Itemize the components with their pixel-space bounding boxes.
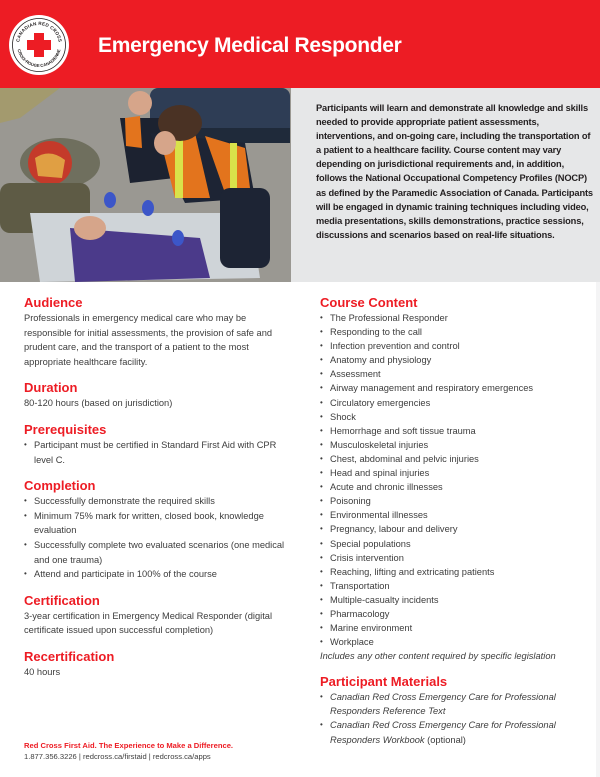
audience-heading: Audience (24, 295, 83, 310)
list-item: • The Professional Responder (320, 311, 590, 325)
list-item: • Anatomy and physiology (320, 353, 590, 367)
list-item: • Circulatory emergencies (320, 396, 590, 410)
list-item: • Successfully complete two evaluated scenarios (one medical and one trauma) (24, 538, 294, 567)
duration-section (24, 379, 294, 411)
list-item: • Shock (320, 410, 590, 424)
logo-text-bottom: CROIX-ROUGE CANADIENNE (16, 48, 62, 69)
prerequisites-section (24, 421, 294, 467)
material-suffix: (optional) (424, 734, 466, 745)
participant-materials-heading: Participant Materials (320, 674, 448, 690)
recertification-text: 40 hours (24, 666, 61, 677)
hero-photo (0, 88, 291, 282)
list-item (320, 690, 590, 718)
course-description-text: Participants will learn and demonstrate all knowledge and skills needed to provide appropriate patient assessments, interventions, and on-going care, including the transportation of a patient to a healthcare facility. Course content may vary depending on jurisdictional requirements and, in addition, follows the National Occupational Competency Profiles (NOCP) as defined by the Paramedic Association of Canada. Participants will be engaged in dynamic training techniques including video, media presentations, skills demonstrations, practice sessions, discussions and scenarios based on real-life situations. (316, 103, 593, 240)
recertification-section (24, 648, 294, 680)
canadian-red-cross-logo (9, 15, 69, 75)
certification-heading: Certification (24, 592, 100, 608)
list-item: • Pharmacology (320, 607, 590, 621)
recertification-heading: Recertification (24, 648, 115, 664)
list-item: • Workplace (320, 635, 590, 649)
list-item: • Musculoskeletal injuries (320, 438, 590, 452)
material-title: Canadian Red Cross Emergency Care for Professional Responders Reference Text (330, 692, 556, 717)
list-item: • Chest, abdominal and pelvic injuries (320, 452, 590, 466)
page-footer (24, 740, 233, 762)
course-content-section (320, 294, 590, 663)
prerequisites-heading: Prerequisites (24, 421, 107, 437)
left-column (24, 294, 294, 690)
certification-section (24, 592, 294, 638)
footer-tagline: Red Cross First Aid. The Experience to Make a Difference. (24, 741, 234, 750)
footer-contact: 1.877.356.3226 | redcross.ca/firstaid | redcross.ca/apps (24, 752, 211, 761)
list-item: • Transportation (320, 579, 590, 593)
list-item: • Participant must be certified in Standard First Aid with CPR level C. (24, 438, 294, 467)
duration-text: 80-120 hours (based on jurisdiction) (24, 398, 173, 409)
certification-text: 3-year certification in Emergency Medical Responder (digital certificate issued upon successful completion) (24, 610, 273, 636)
list-item: • Successfully demonstrate the required skills (24, 494, 294, 509)
completion-section (24, 477, 294, 582)
page-header (0, 0, 600, 88)
list-item: • Poisoning (320, 494, 590, 508)
material-title: Canadian Red Cross Emergency Care for Professional Responders Workbook (330, 720, 556, 745)
list-item: • Hemorrhage and soft tissue trauma (320, 424, 590, 438)
list-item: • Attend and participate in 100% of the course (24, 567, 294, 582)
completion-heading: Completion (24, 478, 96, 494)
list-item: • Crisis intervention (320, 551, 590, 565)
list-item: • Marine environment (320, 621, 590, 635)
list-item: • Assessment (320, 367, 590, 381)
list-item: • Special populations (320, 537, 590, 551)
logo-text-top: CANADIAN RED CROSS (15, 20, 63, 43)
list-item: • Pregnancy, labour and delivery (320, 522, 590, 536)
course-description-panel (291, 88, 600, 282)
list-item: • Minimum 75% mark for written, closed book, knowledge evaluation (24, 509, 294, 538)
red-cross-icon (9, 15, 69, 75)
completion-list (24, 494, 294, 582)
audience-text: Professionals in emergency medical care who may be responsible for initial assessments, the provision of safe and prudent care, and the transport of a patient to the most appropriate healthcare facility. (24, 313, 273, 367)
duration-heading: Duration (24, 380, 78, 396)
prerequisites-list (24, 438, 294, 467)
list-item: • Responding to the call (320, 325, 590, 339)
audience-section (24, 294, 294, 369)
list-item: • Environmental illnesses (320, 508, 590, 522)
list-item: • Multiple-casualty incidents (320, 593, 590, 607)
list-item: • Head and spinal injuries (320, 466, 590, 480)
right-column (320, 294, 590, 747)
participant-materials-section (320, 673, 590, 746)
participant-materials-list (320, 690, 590, 746)
responders-photo-image (0, 88, 291, 282)
course-content-list (320, 311, 590, 649)
list-item: • Acute and chronic illnesses (320, 480, 590, 494)
list-item: • Airway management and respiratory emergences (320, 381, 590, 395)
course-content-heading: Course Content (320, 295, 418, 310)
list-item: • Infection prevention and control (320, 339, 590, 353)
page-edge-strip (596, 282, 600, 777)
course-content-note: Includes any other content required by specific legislation (320, 651, 556, 662)
page-title: Emergency Medical Responder (98, 34, 402, 57)
list-item: • Reaching, lifting and extricating patients (320, 565, 590, 579)
list-item (320, 718, 590, 746)
